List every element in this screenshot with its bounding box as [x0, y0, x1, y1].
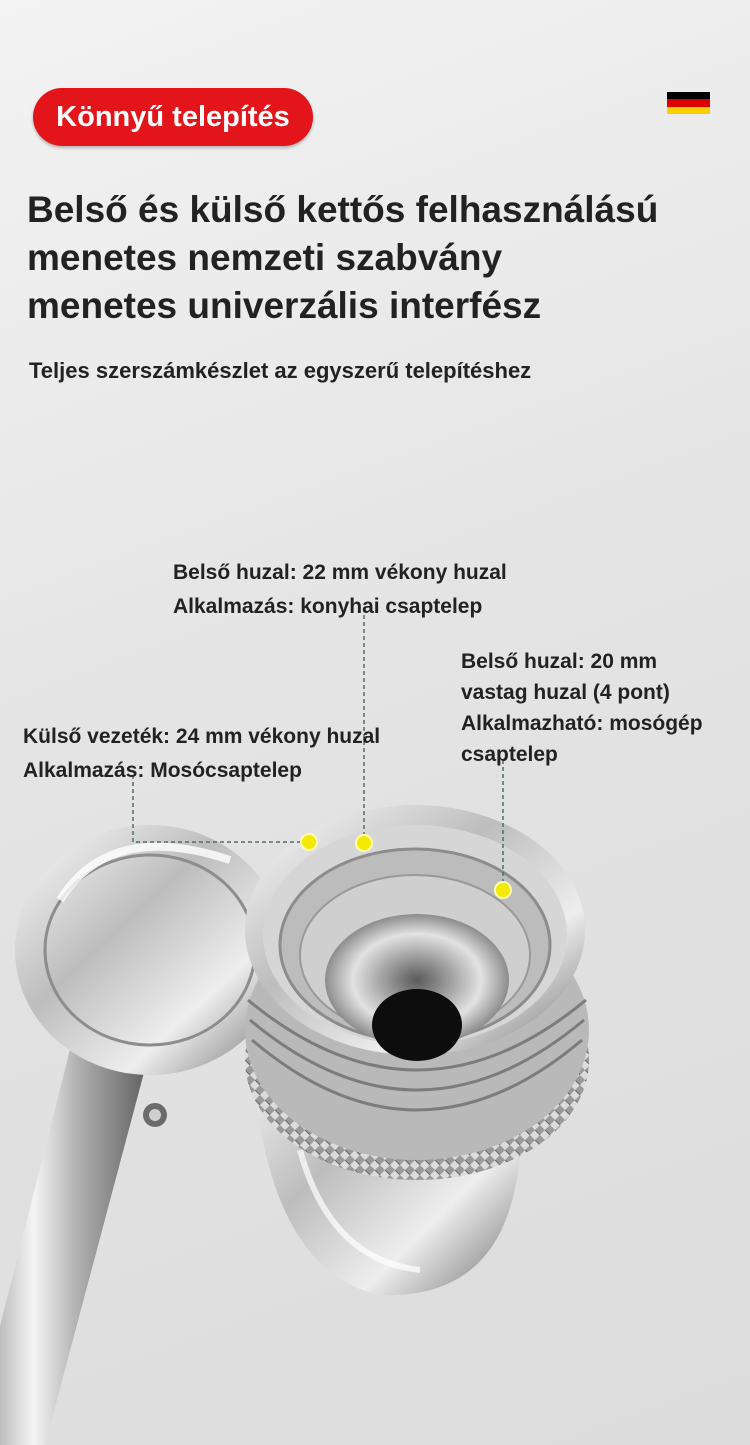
- subtitle: Teljes szerszámkészlet az egyszerű telepítéshez: [29, 358, 532, 383]
- headline-line: Belső és külső kettős felhasználású: [27, 189, 659, 230]
- swivel-hub: [15, 825, 285, 1075]
- marker-outer-24: [301, 834, 317, 850]
- callout-line: Alkalmazás: konyhai csaptelep: [173, 595, 483, 618]
- german-flag-icon: [667, 92, 710, 114]
- headline-line: menetes univerzális interfész: [27, 285, 542, 326]
- callout-outer-24: [23, 720, 380, 788]
- callout-line: csaptelep: [461, 743, 558, 766]
- callout-line: Belső huzal: 20 mm: [461, 650, 658, 673]
- easy-install-badge: Könnyű telepítés: [33, 88, 313, 146]
- marker-inner-20: [495, 882, 511, 898]
- callout-line: Külső vezeték: 24 mm vékony huzal: [23, 725, 381, 748]
- arm-body: [0, 1010, 150, 1445]
- callout-line: vastag huzal (4 pont): [461, 681, 670, 704]
- marker-inner-22: [356, 835, 372, 851]
- callout-line: Alkalmazható: mosógép: [461, 712, 703, 735]
- callout-inner-20: [461, 646, 703, 770]
- headline: [27, 186, 737, 330]
- callout-inner-22: [173, 556, 507, 624]
- callout-line: Belső huzal: 22 mm vékony huzal: [173, 561, 507, 584]
- headline-line: menetes nemzeti szabvány: [27, 237, 503, 278]
- callout-line: Alkalmazás: Mosócsaptelep: [23, 759, 302, 782]
- water-outlet: [372, 989, 462, 1061]
